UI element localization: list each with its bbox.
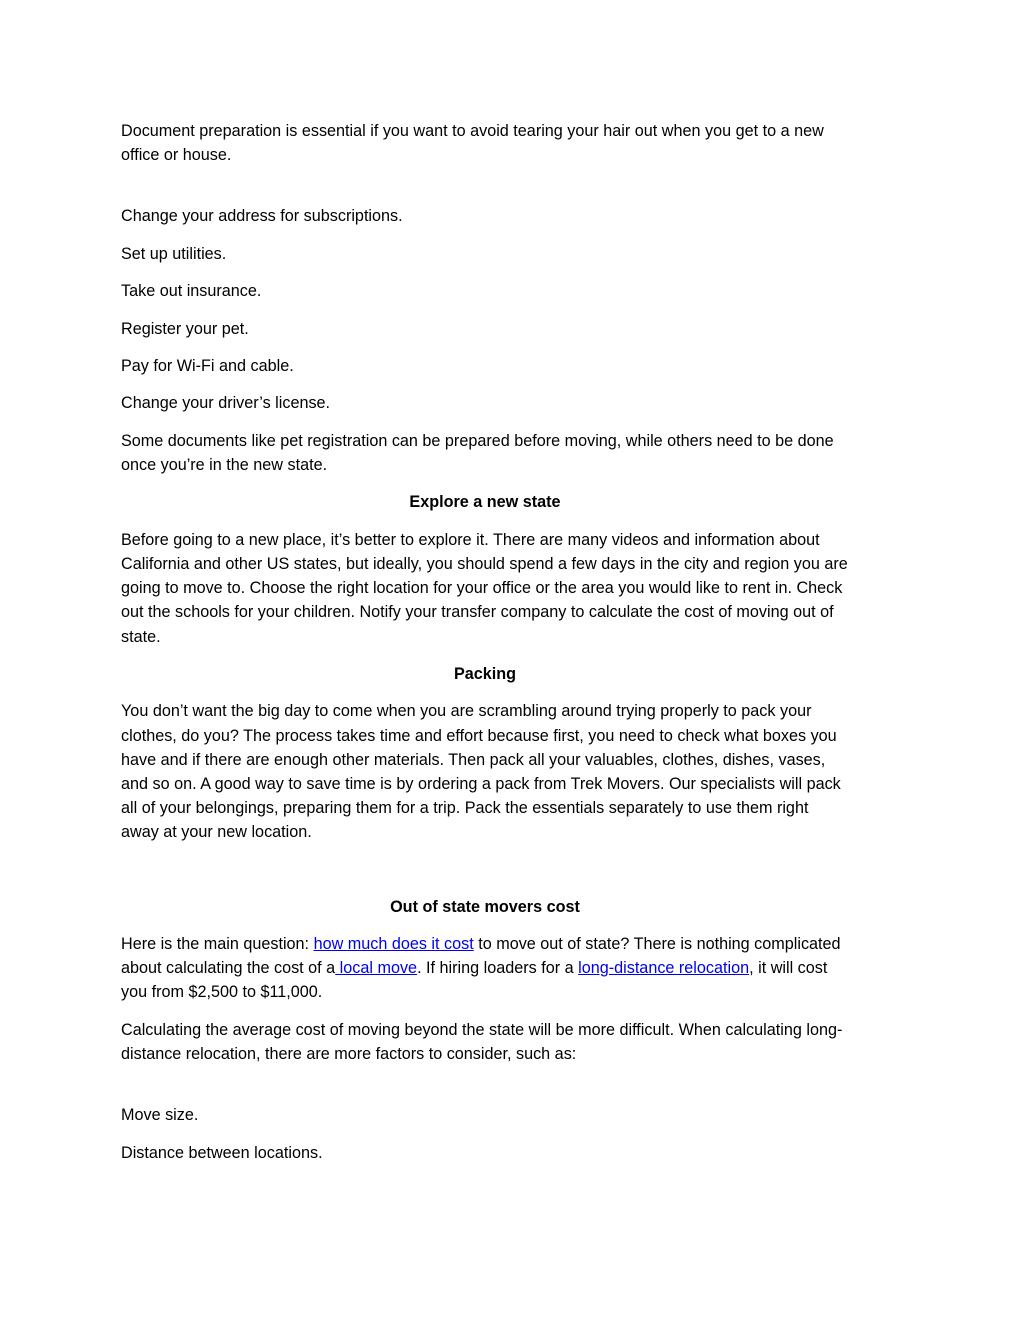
- factor-move-size: Move size.: [121, 1106, 199, 1125]
- packing-paragraph: You don’t want the big day to come when you are scrambling around trying properly to pack your clothes, do you? The process takes time and effort because first, you need to check what boxes you have and if there are enough other materials. Then pack all your valuables, clothes, dishes, vases, and so on. A good way to save time is by ordering a pack from Trek Movers. Our specialists will pack all of your belongings, preparing them for a trip. Pack the essentials separately to use them right away at your new location.: [121, 702, 841, 842]
- cost-text-2: to move out of state? There is nothing complicated about calculating the cost of a: [121, 934, 841, 978]
- doc-item-insurance: Take out insurance.: [121, 282, 262, 301]
- cost-text-3: . If hiring loaders for a: [417, 959, 579, 978]
- intro-paragraph: Document preparation is essential if you want to avoid tearing your hair out when you get to a new office or house.: [121, 122, 824, 165]
- link-local-move[interactable]: local move: [335, 959, 418, 978]
- cost-text-4: , it will cost you from $2,500 to $11,000.: [121, 959, 828, 1002]
- factor-distance: Distance between locations.: [121, 1143, 323, 1162]
- doc-item-wifi: Pay for Wi-Fi and cable.: [121, 356, 294, 375]
- document-body: [121, 119, 849, 1178]
- explore-heading: Explore a new state: [409, 493, 561, 512]
- link-long-distance-relocation[interactable]: long-distance relocation: [578, 959, 750, 978]
- cost-paragraph-2: Calculating the average cost of moving beyond the state will be more difficult. When calculating long-distance relocation, there are more factors to consider, such as:: [121, 1020, 843, 1063]
- packing-heading: Packing: [453, 664, 517, 683]
- doc-item-license: Change your driver’s license.: [121, 394, 331, 413]
- doc-item-address: Change your address for subscriptions.: [121, 207, 403, 226]
- cost-text-1: Here is the main question:: [121, 934, 314, 953]
- cost-heading: Out of state movers cost: [390, 897, 580, 916]
- link-how-much-does-it-cost[interactable]: how much does it cost: [313, 934, 474, 953]
- doc-item-utilities: Set up utilities.: [121, 244, 227, 263]
- docs-note-paragraph: Some documents like pet registration can be prepared before moving, while others need to be done once you’re in the new state.: [121, 431, 834, 474]
- explore-paragraph: Before going to a new place, it’s better to explore it. There are many videos and information about California and other US states, but ideally, you should spend a few days in the city and region you are going to move to. Choose the right location for your office or the area you would like to rent in. Check out the schools for your children. Notify your transfer company to calculate the cost of moving out of state.: [121, 530, 848, 646]
- cost-paragraph-1: [121, 932, 849, 1005]
- doc-item-pet: Register your pet.: [121, 319, 249, 338]
